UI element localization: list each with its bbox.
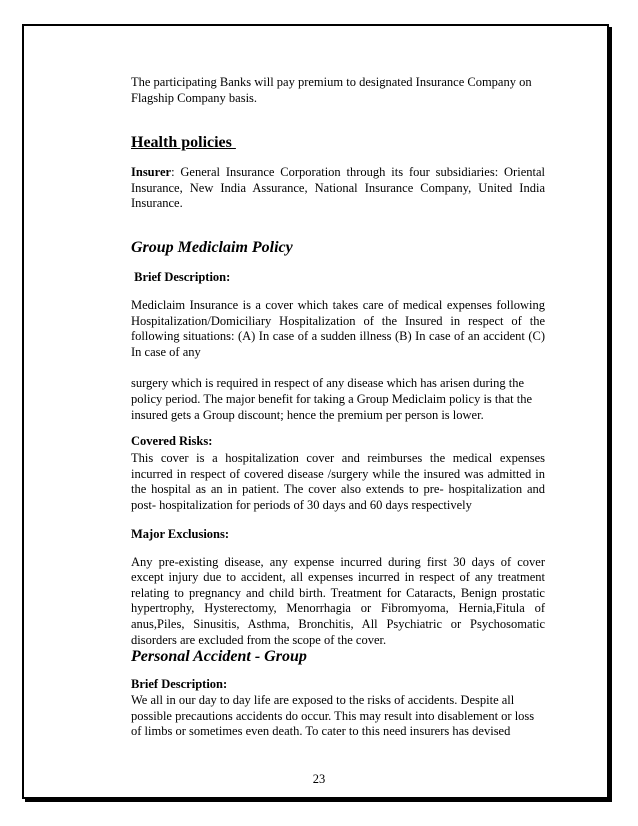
group-mediclaim-heading: Group Mediclaim Policy (131, 239, 293, 256)
mediclaim-brief-label: Brief Description: (131, 270, 231, 284)
mediclaim-description-1: Mediclaim Insurance is a cover which takes care of medical expenses following Hospitalization/Domiciliary Hospitalization of the Insured in respect of the following situations: (A) In case of a sudden illness (B) In case of an accident (C) In case of any (131, 298, 545, 359)
personal-accident-heading: Personal Accident - Group (131, 648, 307, 665)
health-policies-section (131, 134, 545, 212)
group-mediclaim-section (131, 239, 545, 648)
page-number: 23 (312, 772, 326, 786)
intro-section (131, 75, 545, 106)
accident-description: We all in our day to day life are exposed to the risks of accidents. Despite all possible precautions accidents do occur. This may result into disablement or loss of limbs or sometimes even death. To cater to this need insurers has devised (131, 693, 535, 739)
major-exclusions-label: Major Exclusions: (131, 526, 230, 541)
insurer-text: : General Insurance Corporation through its four subsidiaries: Oriental Insurance, New India Assurance, National Insurance Company, United India Insurance. (131, 165, 545, 211)
personal-accident-section (131, 648, 545, 740)
health-policies-heading: Health policies (131, 134, 236, 151)
covered-risks-text: This cover is a hospitalization cover and reimburses the medical expenses incurred in respect of covered disease /surgery while the insured was admitted in the hospital as an in patient. The cover also extends to pre- hospitalization and post- hospitalization for periods of 30 days and 60 days respectively (131, 451, 545, 512)
insurer-paragraph (131, 165, 545, 212)
intro-paragraph: The participating Banks will pay premium to designated Insurance Company on Flagship Company basis. (131, 75, 532, 105)
mediclaim-description-2: surgery which is required in respect of any disease which has arisen during the policy period. The major benefit for taking a Group Mediclaim policy is that the insured gets a Group discount; hence the premium per person is lower. (131, 376, 533, 422)
insurer-label: Insurer (131, 165, 172, 179)
accident-brief-label: Brief Description: (131, 677, 228, 691)
covered-risks-label: Covered Risks: (131, 434, 213, 449)
major-exclusions-text: Any pre-existing disease, any expense incurred during first 30 days of cover except injury due to accident, all expenses incurred in respect of any treatment relating to pregnancy and child birth. Treatment for Cataracts, Benign prostatic hypertrophy, Hysterectomy, Menorrhagia or Fibromyoma, Hernia,Fitula of anus,Piles, Sinusitis, Asthma, Bronchitis, All Psychiatric or Psychosomatic disorders are excluded from the scope of the cover. (131, 554, 545, 647)
